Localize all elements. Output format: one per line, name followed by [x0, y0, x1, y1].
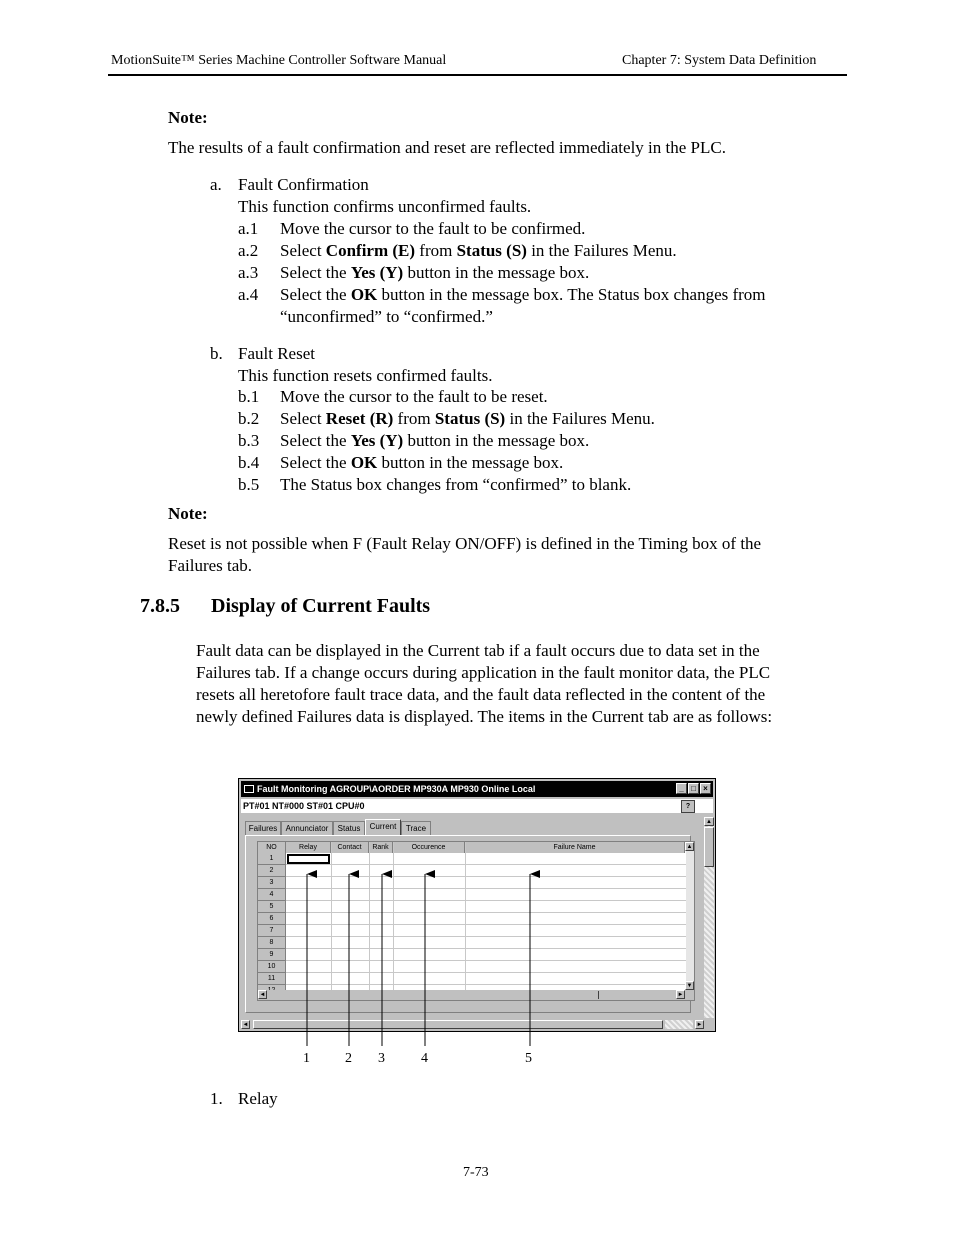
- note-label: Note:: [168, 108, 208, 127]
- section-b-desc: This function resets confirmed faults.: [238, 366, 493, 385]
- step-emphasis: OK: [350, 453, 378, 472]
- callout-label: 2: [345, 1051, 352, 1066]
- step-number: b.1: [238, 387, 260, 406]
- row-number[interactable]: 6: [258, 913, 286, 925]
- scroll-left-icon[interactable]: ◄: [242, 1022, 249, 1028]
- tab-current[interactable]: Current: [365, 819, 401, 836]
- section-number: 7.8.5: [140, 595, 180, 617]
- column-header-occurence[interactable]: Occurence: [393, 842, 465, 853]
- callout-label: 4: [421, 1051, 428, 1066]
- note-text: The results of a fault confirmation and reset are reflected immediately in the PLC.: [168, 138, 726, 157]
- row-number[interactable]: 11: [258, 973, 286, 985]
- running-header-left: MotionSuite™ Series Machine Controller Software Manual: [111, 53, 447, 68]
- list-item-text: Relay: [238, 1089, 278, 1108]
- list-marker-a: a.: [210, 175, 222, 194]
- step-number: b.4: [238, 453, 260, 472]
- column-header-relay[interactable]: Relay: [286, 842, 331, 853]
- maximize-icon[interactable]: □: [688, 783, 699, 794]
- callout-label: 5: [525, 1051, 532, 1066]
- column-header-no[interactable]: NO: [258, 842, 286, 853]
- scroll-right-icon[interactable]: ►: [677, 992, 684, 998]
- page-number: 7-73: [463, 1165, 489, 1180]
- tab-annunciator[interactable]: Annunciator: [281, 821, 333, 835]
- note-text: Failures tab.: [168, 556, 253, 575]
- section-a-title: Fault Confirmation: [238, 175, 369, 194]
- row-number[interactable]: 2: [258, 865, 286, 877]
- step-number: a.2: [238, 241, 259, 260]
- column-header-contact[interactable]: Contact: [331, 842, 369, 853]
- step-number: b.5: [238, 475, 260, 494]
- step-segment: button in the message box. The Status box changes from: [377, 285, 766, 304]
- step-segment: Select the: [280, 263, 351, 282]
- section-b-title: Fault Reset: [238, 344, 315, 363]
- list-marker-b: b.: [210, 344, 223, 363]
- row-number[interactable]: 9: [258, 949, 286, 961]
- paragraph-line: Failures tab. If a change occurs during application in the fault monitor data, the PLC: [196, 663, 771, 682]
- column-header-failure-name[interactable]: Failure Name: [465, 842, 685, 853]
- note-label: Note:: [168, 504, 208, 523]
- tab-trace[interactable]: Trace: [401, 821, 431, 835]
- step-number: a.3: [238, 263, 259, 282]
- step-segment: Move the cursor to the fault to be reset.: [280, 387, 548, 406]
- scroll-right-icon[interactable]: ►: [696, 1022, 703, 1028]
- tab-status[interactable]: Status: [333, 821, 365, 835]
- step-emphasis: Reset (R): [325, 409, 394, 428]
- section-title: Display of Current Faults: [211, 595, 431, 617]
- step-emphasis: OK: [350, 285, 378, 304]
- step-number: a.4: [238, 285, 259, 304]
- note-text: Reset is not possible when F (Fault Relay ON/OFF) is defined in the Timing box of the: [168, 534, 762, 553]
- paragraph-line: newly defined Failures data is displayed. The items in the Current tab are as follows:: [196, 707, 773, 726]
- running-header-right: Chapter 7: System Data Definition: [622, 53, 817, 68]
- step-segment: Move the cursor to the fault to be confirmed.: [280, 219, 586, 238]
- row-number[interactable]: 5: [258, 901, 286, 913]
- row-number[interactable]: 1: [258, 853, 286, 865]
- row-number[interactable]: 4: [258, 889, 286, 901]
- step-emphasis: Status (S): [434, 409, 506, 428]
- step-segment: Select: [280, 241, 326, 260]
- help-icon[interactable]: ?: [681, 800, 695, 813]
- step-emphasis: Confirm (E): [325, 241, 416, 260]
- step-number: a.1: [238, 219, 259, 238]
- step-segment: The Status box changes from “confirmed” to blank.: [280, 475, 632, 494]
- step-segment: button in the message box.: [377, 453, 564, 472]
- callout-label: 3: [378, 1051, 385, 1066]
- tab-failures[interactable]: Failures: [245, 821, 281, 835]
- window-title: Fault Monitoring AGROUP\AORDER MP930A MP930 Online Local: [257, 784, 536, 794]
- step-number: b.3: [238, 431, 260, 450]
- row-number[interactable]: 10: [258, 961, 286, 973]
- row-number[interactable]: 3: [258, 877, 286, 889]
- paragraph-line: resets all heretofore fault trace data, and the fault data reflected in the content of the: [196, 685, 766, 704]
- scroll-up-icon[interactable]: ▲: [686, 844, 693, 850]
- step-segment: in the Failures Menu.: [505, 409, 655, 428]
- step-segment: Select: [280, 409, 326, 428]
- step-segment: Select the: [280, 285, 351, 304]
- scroll-left-icon[interactable]: ◄: [259, 992, 266, 998]
- list-item-number: 1.: [210, 1089, 223, 1108]
- step-segment: Select the: [280, 431, 351, 450]
- scroll-up-icon[interactable]: ▲: [704, 817, 714, 826]
- row-number[interactable]: 8: [258, 937, 286, 949]
- step-segment: from: [415, 241, 457, 260]
- step-segment: button in the message box.: [403, 263, 590, 282]
- station-path: PT#01 NT#000 ST#01 CPU#0: [243, 801, 365, 811]
- column-header-rank[interactable]: Rank: [369, 842, 393, 853]
- step-segment: in the Failures Menu.: [526, 241, 677, 260]
- step-segment: from: [393, 409, 435, 428]
- step-segment: button in the message box.: [403, 431, 590, 450]
- step-a4-continuation: “unconfirmed” to “confirmed.”: [280, 307, 493, 326]
- step-segment: Select the: [280, 453, 351, 472]
- step-emphasis: Yes (Y): [350, 431, 404, 450]
- paragraph-line: Fault data can be displayed in the Current tab if a fault occurs due to data set in the: [196, 641, 760, 660]
- close-icon[interactable]: ×: [700, 783, 711, 794]
- scroll-down-icon[interactable]: ▼: [686, 983, 693, 989]
- step-emphasis: Yes (Y): [350, 263, 404, 282]
- callout-label: 1: [303, 1051, 310, 1066]
- step-number: b.2: [238, 409, 260, 428]
- step-emphasis: Status (S): [456, 241, 527, 260]
- minimize-icon[interactable]: _: [676, 783, 687, 794]
- row-number[interactable]: 7: [258, 925, 286, 937]
- section-a-desc: This function confirms unconfirmed faults.: [238, 197, 532, 216]
